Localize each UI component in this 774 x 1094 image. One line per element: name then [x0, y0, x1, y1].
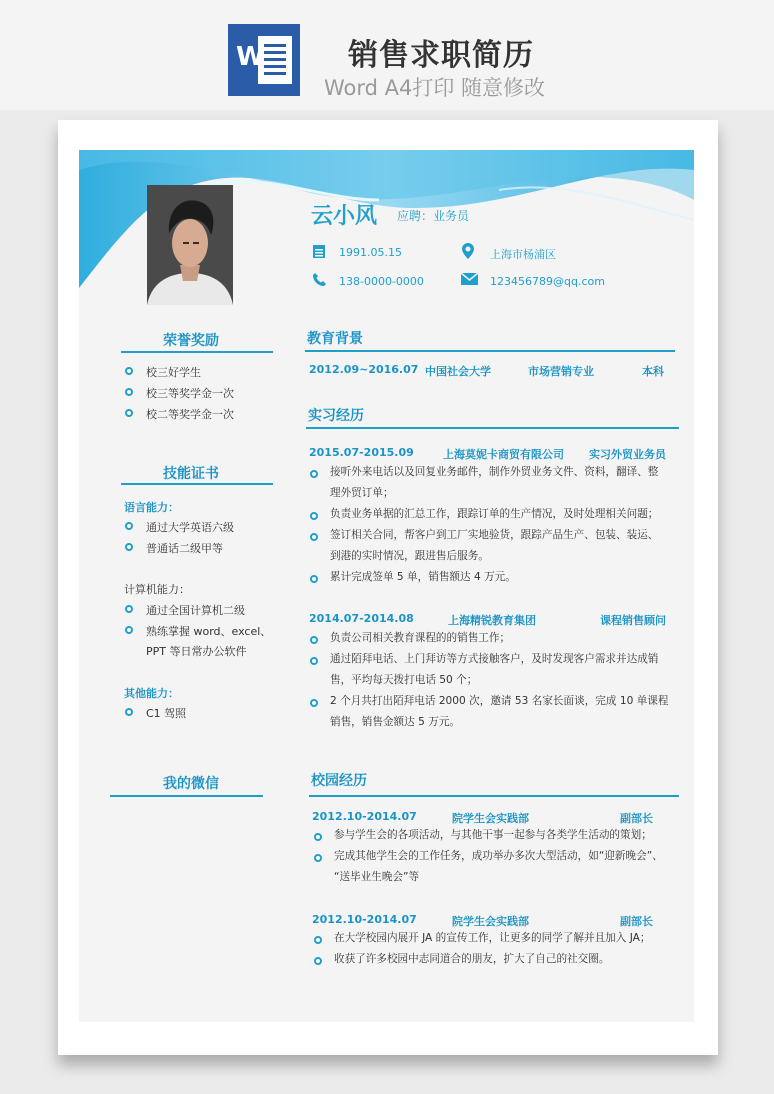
job-company: 上海莫妮卡商贸有限公司: [443, 448, 564, 461]
internship-divider: [306, 427, 679, 429]
campus-detail-line: 在大学校园内展开 JA 的宣传工作，让更多的同学了解并且加入 JA；: [334, 932, 651, 944]
job-detail-line: 负责业务单据的汇总工作，跟踪订单的生产情况，及时处理相关问题；: [330, 508, 659, 520]
email-address: 123456789@qq.com: [490, 275, 605, 288]
campus-divider: [309, 795, 679, 797]
list-bullet: [314, 936, 322, 944]
word-document-icon: [228, 24, 300, 96]
skill-item: 通过大学英语六级: [146, 521, 234, 534]
location-pin-icon: [462, 243, 474, 259]
honor-item: 校三好学生: [146, 366, 201, 379]
job-company: 上海精锐教育集团: [448, 614, 536, 627]
list-bullet: [125, 543, 133, 551]
list-bullet: [310, 470, 318, 478]
job-role: 课程销售顾问: [600, 614, 666, 627]
job-detail-line: 累计完成签单 5 单，销售额达 4 万元。: [330, 571, 516, 583]
honor-item: 校二等奖学金一次: [146, 408, 234, 421]
location: 上海市杨浦区: [490, 248, 556, 261]
list-bullet: [310, 533, 318, 541]
list-bullet: [310, 699, 318, 707]
other-label: 其他能力：: [124, 687, 179, 700]
skill-item: 熟练掌握 word、excel、: [146, 625, 272, 638]
list-bullet: [314, 854, 322, 862]
campus-role: 副部长: [620, 812, 653, 825]
email-icon: [461, 273, 478, 285]
job-detail-line: 2 个月共打出陌拜电话 2000 次，邀请 53 名家长面谈，完成 10 单课程: [330, 695, 669, 707]
list-bullet: [310, 657, 318, 665]
education-heading: 教育背景: [307, 331, 363, 347]
job-period: 2015.07-2015.09: [309, 446, 414, 459]
calendar-icon: [312, 243, 326, 259]
list-bullet: [125, 626, 133, 634]
campus-org: 院学生会实践部: [452, 812, 529, 825]
list-bullet: [125, 708, 133, 716]
campus-detail-line: 收获了许多校园中志同道合的朋友，扩大了自己的社交圈。: [334, 953, 610, 965]
list-bullet: [310, 575, 318, 583]
job-period: 2014.07-2014.08: [309, 612, 414, 625]
list-bullet: [125, 605, 133, 613]
candidate-name: 云小风: [311, 204, 378, 229]
banner-title: 销售求职简历: [348, 38, 534, 73]
campus-role: 副部长: [620, 915, 653, 928]
birth-date: 1991.05.15: [339, 246, 402, 259]
skill-item: 通过全国计算机二级: [146, 604, 245, 617]
skills-divider: [121, 483, 273, 485]
skill-item: 普通话二级甲等: [146, 542, 223, 555]
list-bullet: [314, 833, 322, 841]
list-bullet: [314, 957, 322, 965]
job-detail-line: 到港的实时情况，跟进售后服务。: [330, 550, 489, 562]
education-school: 中国社会大学: [425, 365, 491, 378]
phone-number: 138-0000-0000: [339, 275, 424, 288]
job-detail-line: 接听外来电话以及回复业务邮件，制作外贸业务文件、资料，翻译、整: [330, 466, 659, 478]
campus-period: 2012.10-2014.07: [312, 810, 417, 823]
education-divider: [305, 350, 675, 352]
list-bullet: [125, 388, 133, 396]
word-icon-letter: W: [236, 42, 265, 72]
honors-heading: 荣誉奖励: [163, 333, 219, 349]
campus-period: 2012.10-2014.07: [312, 913, 417, 926]
list-bullet: [125, 409, 133, 417]
skills-heading: 技能证书: [163, 466, 219, 482]
computer-label: 计算机能力：: [124, 583, 190, 596]
honor-item: 校三等奖学金一次: [146, 387, 234, 400]
job-detail-line: 售，平均每天拨打电话 50 个；: [330, 674, 478, 686]
wechat-heading: 我的微信: [163, 776, 219, 792]
list-bullet: [125, 367, 133, 375]
education-major: 市场营销专业: [528, 365, 594, 378]
internship-heading: 实习经历: [308, 408, 364, 424]
campus-detail-line: “送毕业生晚会”等: [334, 871, 420, 883]
education-degree: 本科: [642, 365, 664, 378]
skill-item-continued: PPT 等日常办公软件: [146, 645, 247, 658]
profile-photo: [147, 185, 233, 305]
language-label: 语言能力：: [124, 501, 179, 514]
education-period: 2012.09~2016.07: [309, 363, 419, 376]
job-detail-line: 理外贸订单；: [330, 487, 394, 499]
applied-position: 应聘：业务员: [397, 209, 470, 223]
list-bullet: [310, 636, 318, 644]
job-detail-line: 通过陌拜电话、上门拜访等方式接触客户，及时发现客户需求并达成销: [330, 653, 659, 665]
wechat-divider: [110, 795, 263, 797]
job-detail-line: 负责公司相关教育课程的的销售工作；: [330, 632, 511, 644]
list-bullet: [310, 512, 318, 520]
job-detail-line: 销售，销售金额达 5 万元。: [330, 716, 461, 728]
list-bullet: [125, 522, 133, 530]
phone-icon: [312, 272, 327, 287]
campus-heading: 校园经历: [311, 773, 367, 789]
job-role: 实习外贸业务员: [589, 448, 666, 461]
skill-item: C1 驾照: [146, 707, 187, 720]
honors-divider: [121, 351, 273, 353]
campus-detail-line: 参与学生会的各项活动，与其他干事一起参与各类学生活动的策划；: [334, 829, 652, 841]
job-detail-line: 签订相关合同，帮客户到工厂实地验货，跟踪产品生产、包装、装运、: [330, 529, 659, 541]
campus-detail-line: 完成其他学生会的工作任务，成功举办多次大型活动，如“迎新晚会”、: [334, 850, 663, 862]
campus-org: 院学生会实践部: [452, 915, 529, 928]
banner-subtitle: Word A4打印 随意修改: [324, 76, 546, 100]
portrait-illustration: [147, 185, 233, 305]
